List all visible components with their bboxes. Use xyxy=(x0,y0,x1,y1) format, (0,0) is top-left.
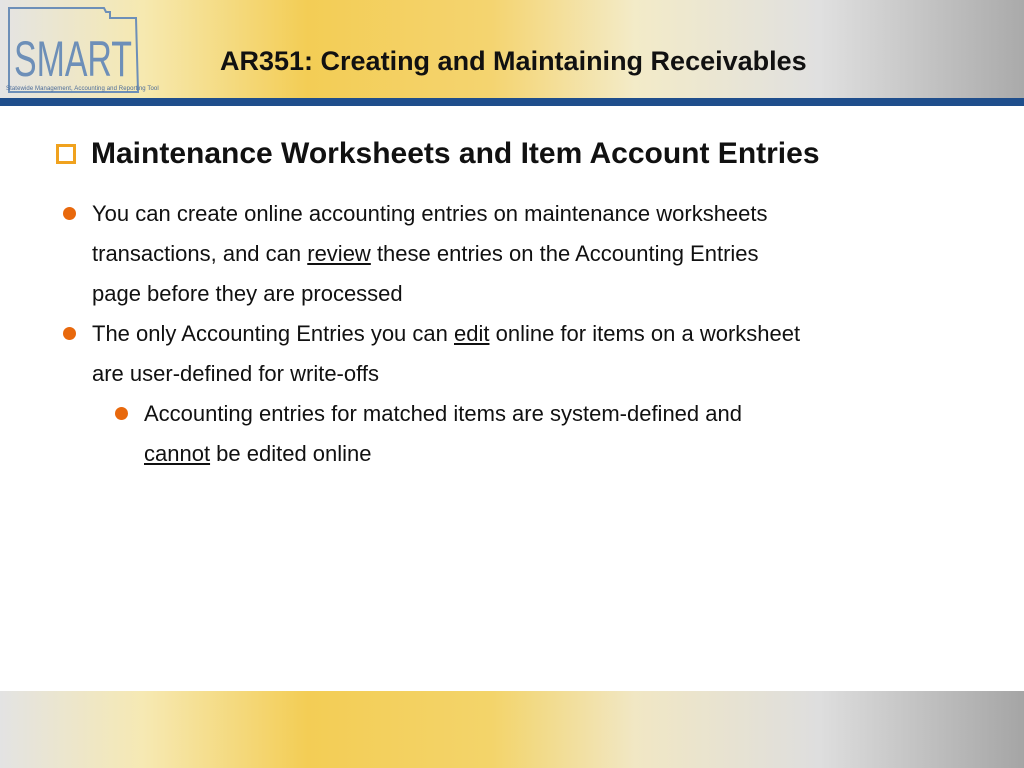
page-title: AR351: Creating and Maintaining Receivables xyxy=(220,46,807,76)
bullet-item xyxy=(92,314,800,394)
emphasis-text: cannot xyxy=(144,441,211,466)
bullet-text: page before they are processed xyxy=(92,281,403,306)
bullet-text: You can create online accounting entries on maintenance worksheets xyxy=(92,201,768,226)
bullet-line xyxy=(92,354,800,394)
bullet-text: Accounting entries for matched items are system-defined and xyxy=(144,401,742,426)
orange-dot-icon xyxy=(63,327,76,340)
section-heading xyxy=(56,137,820,171)
bullet-line xyxy=(92,234,768,274)
bullet-item xyxy=(92,194,768,314)
bullet-line xyxy=(92,314,800,354)
checkbox-icon xyxy=(56,144,76,164)
bullet-text: be edited online xyxy=(210,441,372,466)
logo-subtitle: Statewide Management, Accounting and Reporting Tool xyxy=(6,86,159,92)
header-rule xyxy=(0,98,1024,106)
emphasis-text: review xyxy=(307,241,371,266)
bullet-line xyxy=(144,434,742,474)
bullet-line xyxy=(92,274,768,314)
orange-dot-icon xyxy=(63,207,76,220)
emphasis-text: edit xyxy=(454,321,490,346)
smart-logo-icon xyxy=(6,4,159,96)
section-title: Maintenance Worksheets and Item Account Entries xyxy=(91,137,820,170)
bullet-text: online for items on a worksheet xyxy=(489,321,801,346)
bullet-text: these entries on the Accounting Entries xyxy=(370,241,759,266)
footer-banner xyxy=(0,691,1024,768)
bullet-item xyxy=(144,394,742,474)
bullet-text: transactions, and can xyxy=(92,241,308,266)
logo-text: SMART xyxy=(14,31,132,87)
bullet-line xyxy=(92,194,768,234)
orange-dot-icon xyxy=(115,407,128,420)
bullet-text: are user-defined for write-offs xyxy=(92,361,379,386)
bullet-line xyxy=(144,394,742,434)
bullet-text: The only Accounting Entries you can xyxy=(92,321,454,346)
